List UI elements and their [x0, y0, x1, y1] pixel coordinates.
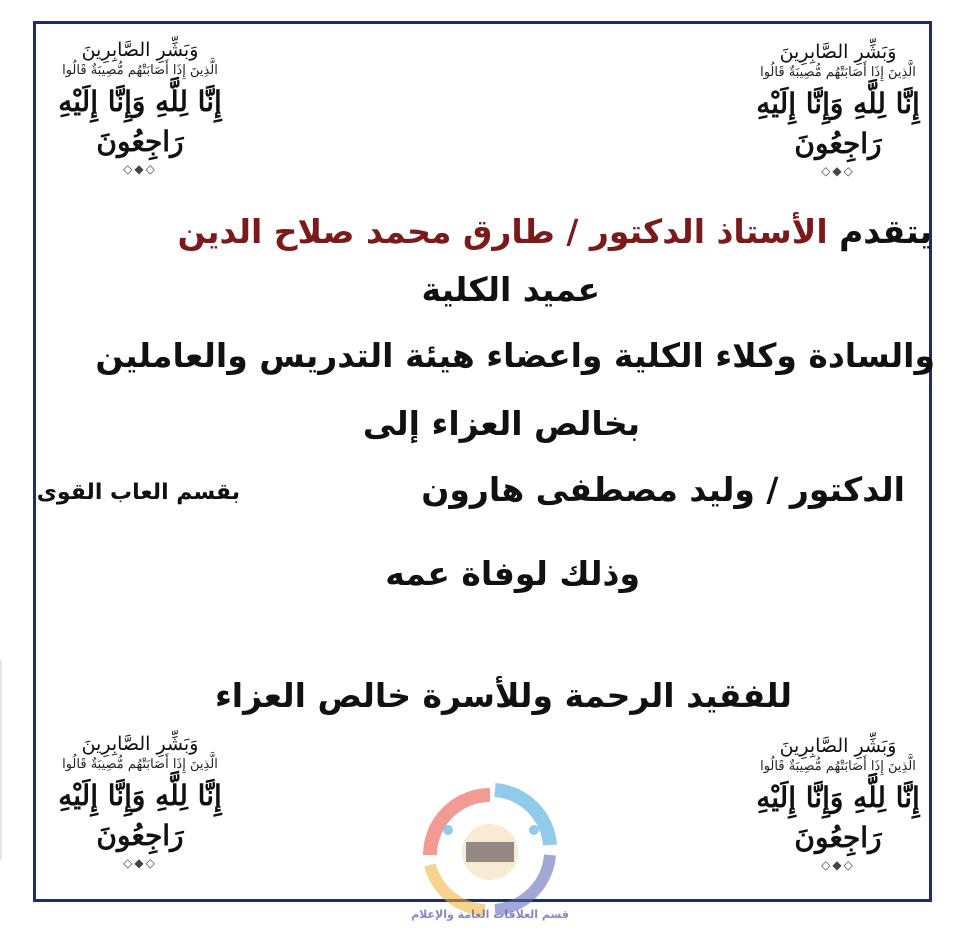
calligraphy-top-left: [40, 38, 240, 188]
notice-reason: وذلك لوفاة عمه: [385, 554, 640, 593]
flourish-icon: ◇◆◇: [123, 856, 157, 870]
flourish-icon: ◇◆◇: [821, 164, 855, 178]
flourish-icon: ◇◆◇: [821, 858, 855, 872]
calligraphy-line-1: وَبَشِّرِ الصَّابِرِينَ: [779, 41, 897, 63]
calligraphy-line-2: الَّذِينَ إِذَا أَصَابَتْهُم مُّصِيبَةٌ قَالُوا: [760, 759, 916, 774]
edge-shadow: [0, 660, 2, 860]
calligraphy-line-3: إِنَّا لِلَّهِ وَإِنَّا إِلَيْهِ رَاجِعُونَ: [58, 779, 222, 852]
notice-condolence: بخالص العزاء إلى: [362, 404, 640, 443]
calligraphy-bottom-right: [738, 734, 938, 884]
calligraphy-top-right: [738, 40, 938, 190]
notice-closing: للفقيد الرحمة وللأسرة خالص العزاء: [214, 676, 792, 715]
calligraphy-line-3: إِنَّا لِلَّهِ وَإِنَّا إِلَيْهِ رَاجِعُونَ: [756, 781, 920, 854]
logo-caption: قسم العلاقات العامة والإعلام: [411, 908, 569, 921]
calligraphy-line-2: الَّذِينَ إِذَا أَصَابَتْهُم مُّصِيبَةٌ قَالُوا: [760, 65, 916, 80]
notice-sender-title: عميد الكلية: [421, 270, 600, 309]
notice-recipient: الدكتور / وليد مصطفى هارون: [421, 470, 905, 509]
notice-department: بقسم العاب القوى: [36, 480, 240, 505]
calligraphy-bottom-left: [40, 732, 240, 882]
notice-co-senders: والسادة وكلاء الكلية واعضاء هيئة التدريس والعاملين: [95, 336, 935, 375]
calligraphy-line-1: وَبَشِّرِ الصَّابِرِينَ: [779, 735, 897, 757]
notice-sender-line: [177, 212, 932, 251]
calligraphy-line-1: وَبَشِّرِ الصَّابِرِينَ: [81, 39, 199, 61]
notice-verb: يتقدم: [839, 212, 932, 251]
calligraphy-line-3: إِنَّا لِلَّهِ وَإِنَّا إِلَيْهِ رَاجِعُونَ: [756, 87, 920, 160]
calligraphy-line-2: الَّذِينَ إِذَا أَصَابَتْهُم مُّصِيبَةٌ قَالُوا: [62, 757, 218, 772]
flourish-icon: ◇◆◇: [123, 162, 157, 176]
calligraphy-line-3: إِنَّا لِلَّهِ وَإِنَّا إِلَيْهِ رَاجِعُونَ: [58, 85, 222, 158]
calligraphy-line-2: الَّذِينَ إِذَا أَصَابَتْهُم مُّصِيبَةٌ قَالُوا: [62, 63, 218, 78]
calligraphy-line-1: وَبَشِّرِ الصَّابِرِينَ: [81, 733, 199, 755]
notice-sender: الأستاذ الدكتور / طارق محمد صلاح الدين: [177, 212, 828, 251]
logo-icon: [400, 760, 580, 930]
